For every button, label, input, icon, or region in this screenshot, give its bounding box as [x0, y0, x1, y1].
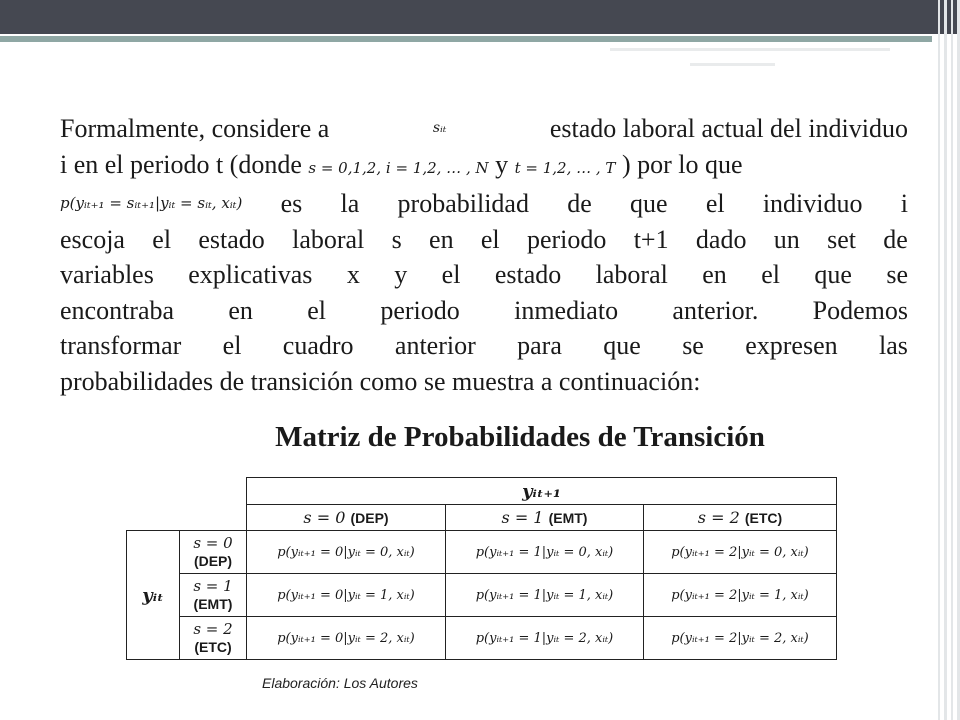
paragraph-line-4 — [60, 222, 908, 258]
row-header: s = 0 (DEP) — [180, 531, 247, 574]
paragraph-word: que — [603, 331, 641, 360]
paragraph-word: transformar — [60, 331, 182, 360]
column-header: s = 2 (ETC) — [644, 505, 837, 531]
paragraph-word: y — [394, 260, 408, 289]
paragraph-word: expresen — [745, 331, 838, 360]
paragraph-line-7 — [60, 328, 908, 364]
matrix-cell: p(yᵢₜ₊₁ = 2|yᵢₜ = 2, xᵢₜ) — [644, 617, 837, 660]
math-time-index: t = 1,2, … , T — [514, 158, 616, 177]
paragraph-word: en — [429, 224, 454, 254]
paragraph-word: individuo — [762, 189, 863, 218]
matrix-cell: p(yᵢₜ₊₁ = 1|yᵢₜ = 1, xᵢₜ) — [446, 574, 644, 617]
matrix-cell: p(yᵢₜ₊₁ = 0|yᵢₜ = 0, xᵢₜ) — [247, 531, 446, 574]
paragraph-word: la — [340, 189, 360, 218]
top-band — [0, 0, 960, 34]
paragraph-word: el — [152, 224, 172, 254]
paragraph-word: para — [517, 331, 562, 360]
paragraph-word: set — [827, 224, 856, 254]
matrix-cell: p(yᵢₜ₊₁ = 0|yᵢₜ = 1, xᵢₜ) — [247, 574, 446, 617]
decor-line — [610, 48, 890, 51]
paragraph-word: el — [307, 295, 327, 325]
paragraph-word: un — [773, 224, 800, 254]
paragraph-word: es — [280, 189, 303, 218]
matrix-cell: p(yᵢₜ₊₁ = 2|yᵢₜ = 0, xᵢₜ) — [644, 531, 837, 574]
paragraph-word: variables — [60, 260, 154, 289]
paragraph-word: periodo — [380, 295, 460, 325]
decor-line — [690, 63, 775, 66]
paragraph-word: en — [702, 260, 727, 289]
transition-matrix — [126, 477, 837, 660]
source-note: Elaboración: Los Autores — [262, 675, 418, 691]
column-group-header: yᵢₜ₊₁ — [247, 478, 837, 505]
paragraph-word: Podemos — [812, 295, 908, 325]
paragraph-word: probabilidad — [397, 189, 529, 218]
paragraph-word: se — [682, 331, 704, 360]
paragraph-word: dado — [695, 224, 747, 254]
paragraph-line-5 — [60, 257, 908, 293]
paragraph-word: periodo — [526, 224, 607, 254]
paragraph-word: en — [228, 295, 253, 325]
math-s-it: sᵢₜ — [432, 120, 447, 136]
row-header: s = 1 (EMT) — [180, 574, 247, 617]
paragraph-word: i — [900, 189, 908, 218]
math-indices: s = 0,1,2, i = 1,2, … , N — [308, 158, 489, 177]
matrix-cell: p(yᵢₜ₊₁ = 1|yᵢₜ = 2, xᵢₜ) — [446, 617, 644, 660]
matrix-cell: p(yᵢₜ₊₁ = 1|yᵢₜ = 0, xᵢₜ) — [446, 531, 644, 574]
accent-line — [0, 36, 932, 42]
paragraph-line-3 — [60, 186, 908, 222]
math-probability: p(yᵢₜ₊₁ = sᵢₜ₊₁|yᵢₜ = sᵢₜ, xᵢₜ) — [60, 194, 243, 212]
paragraph-word: cuadro — [282, 331, 354, 360]
paragraph-word: laboral — [595, 260, 668, 289]
paragraph-word: se — [886, 260, 908, 289]
paragraph-word: que — [814, 260, 852, 289]
paragraph-word: de — [883, 224, 908, 254]
paragraph-word: x — [346, 260, 360, 289]
paragraph-word: estado — [494, 260, 562, 289]
paragraph-word: el — [761, 260, 780, 289]
paragraph-word: que — [630, 189, 668, 218]
paragraph-word: inmediato — [514, 295, 619, 325]
body-paragraph — [60, 111, 908, 399]
paragraph-line-6 — [60, 293, 908, 329]
paragraph-word: el — [480, 224, 500, 254]
paragraph-line-8: probabilidades de transición como se muestra a continuación: — [60, 366, 701, 396]
paragraph-line-2: i en el periodo t (donde s = 0,1,2, i = 1,2, … , N y t = 1,2, … , T ) por lo que — [60, 149, 743, 179]
column-header: s = 0 (DEP) — [247, 505, 446, 531]
paragraph-word: el — [705, 189, 725, 218]
paragraph-word: de — [567, 189, 592, 218]
paragraph-word: explicativas — [188, 260, 313, 289]
column-header: s = 1 (EMT) — [446, 505, 644, 531]
paragraph-line-1: Formalmente, considere a sᵢₜ estado laboral actual del individuo — [60, 111, 908, 147]
row-group-header: yᵢₜ — [127, 531, 180, 660]
matrix-title: Matriz de Probabilidades de Transición — [275, 421, 765, 453]
paragraph-word: el — [222, 331, 242, 360]
paragraph-word: anterior. — [672, 295, 759, 325]
paragraph-word: encontraba — [60, 295, 175, 325]
matrix-cell: p(yᵢₜ₊₁ = 0|yᵢₜ = 2, xᵢₜ) — [247, 617, 446, 660]
paragraph-word: escoja — [60, 224, 125, 254]
paragraph-word: el — [441, 260, 461, 289]
side-stripes — [930, 0, 960, 720]
row-header: s = 2 (ETC) — [180, 617, 247, 660]
paragraph-word: anterior — [394, 331, 476, 360]
matrix-cell: p(yᵢₜ₊₁ = 2|yᵢₜ = 1, xᵢₜ) — [644, 574, 837, 617]
paragraph-word: t+1 — [633, 224, 669, 254]
paragraph-word: estado — [198, 224, 265, 254]
paragraph-word: laboral — [292, 224, 365, 254]
paragraph-word: s — [391, 224, 402, 254]
paragraph-word: las — [879, 331, 908, 360]
